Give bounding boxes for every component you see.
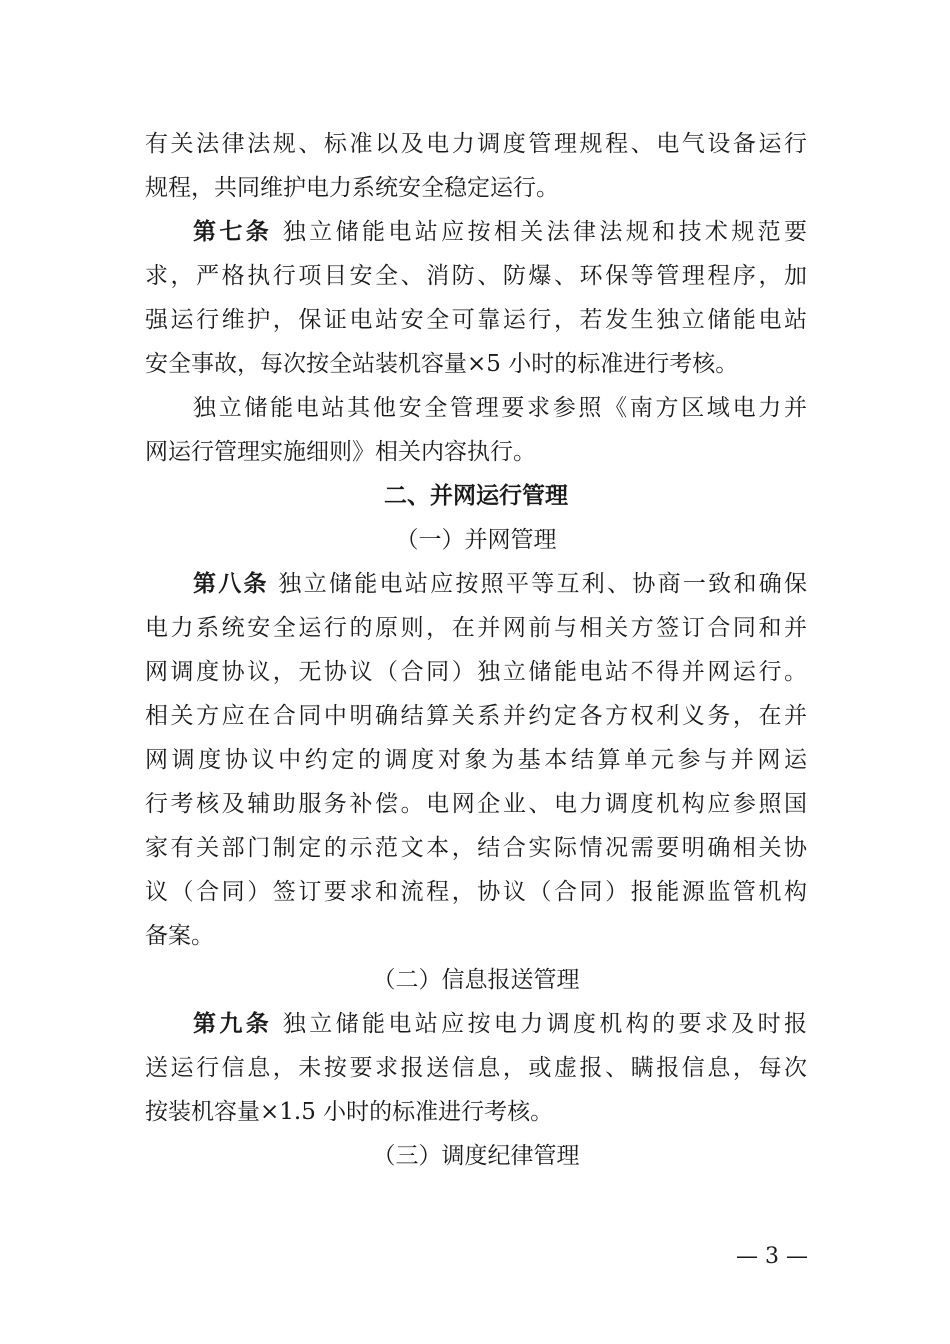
article-9-text: 独立储能电站应按电力调度机构的要求及时报 <box>272 1011 808 1037</box>
subsection-heading: （二）信息报送管理 <box>372 967 580 993</box>
paragraph-line: 求，严格执行项目安全、消防、防爆、环保等管理程序，加 <box>145 263 807 289</box>
paragraph-line: 按装机容量×1.5 小时的标准进行考核。 <box>145 1099 554 1125</box>
article-7-line-1 <box>145 210 807 254</box>
article-8-text: 独立储能电站应按照平等互利、协商一致和确保 <box>268 571 808 597</box>
paragraph-line: 独立储能电站其他安全管理要求参照《南方区域电力并 <box>193 395 807 421</box>
paragraph-line: 规程，共同维护电力系统安全稳定运行。 <box>145 175 559 201</box>
article-8-line-1 <box>145 562 807 606</box>
section-heading: 二、并网运行管理 <box>384 483 568 509</box>
paragraph-line: 议（合同）签订要求和流程，协议（合同）报能源监管机构 <box>145 879 807 905</box>
article-7-label: 第七条 <box>193 219 273 245</box>
page-number: — 3 — <box>736 1244 808 1269</box>
article-8-label: 第八条 <box>193 571 269 597</box>
paragraph-line: 送运行信息，未按要求报送信息，或虚报、瞒报信息，每次 <box>145 1055 807 1081</box>
article-9-label: 第九条 <box>193 1011 273 1037</box>
article-7-text: 独立储能电站应按相关法律法规和技术规范要 <box>272 219 808 245</box>
paragraph-line: 有关法律法规、标准以及电力调度管理规程、电气设备运行 <box>145 131 807 157</box>
paragraph-line: 行考核及辅助服务补偿。电网企业、电力调度机构应参照国 <box>145 791 807 817</box>
paragraph-line: 网调度协议，无协议（合同）独立储能电站不得并网运行。 <box>145 659 807 685</box>
paragraph-line: 网调度协议中约定的调度对象为基本结算单元参与并网运 <box>145 747 807 773</box>
subsection-heading: （三）调度纪律管理 <box>372 1143 580 1169</box>
article-9-line-1 <box>145 1002 807 1046</box>
paragraph-line: 安全事故，每次按全站装机容量×5 小时的标准进行考核。 <box>145 351 739 377</box>
paragraph-line: 备案。 <box>145 923 214 949</box>
paragraph-line: 强运行维护，保证电站安全可靠运行，若发生独立储能电站 <box>145 307 807 333</box>
paragraph-line: 电力系统安全运行的原则，在并网前与相关方签订合同和并 <box>145 615 807 641</box>
paragraph-line: 网运行管理实施细则》相关内容执行。 <box>145 439 536 465</box>
paragraph-line: 相关方应在合同中明确结算关系并约定各方权利义务，在并 <box>145 703 807 729</box>
paragraph-line: 家有关部门制定的示范文本，结合实际情况需要明确相关协 <box>145 835 807 861</box>
document-body <box>145 122 807 1178</box>
subsection-heading: （一）并网管理 <box>395 527 557 553</box>
